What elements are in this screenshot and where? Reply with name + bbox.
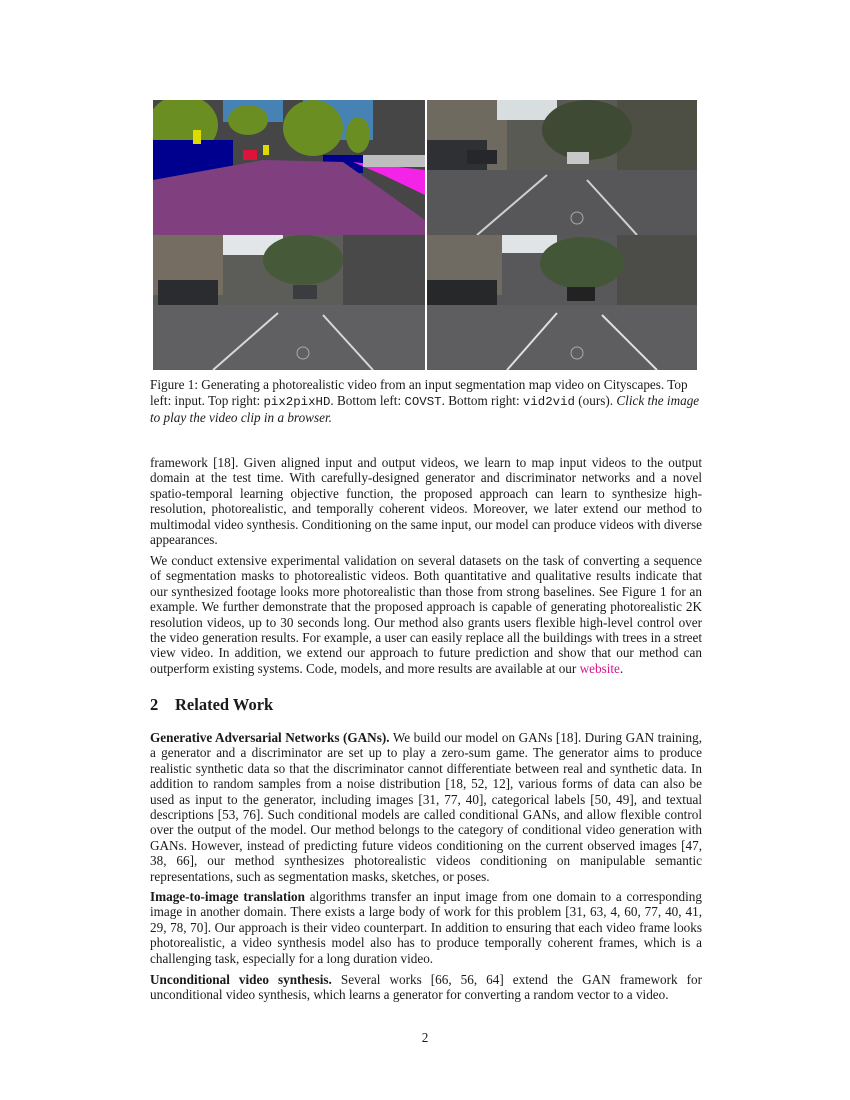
figure-1[interactable] bbox=[153, 100, 697, 370]
page-number: 2 bbox=[421, 1030, 429, 1045]
vid2vid-output-image bbox=[427, 235, 697, 370]
figure-divider bbox=[425, 100, 427, 370]
uvs-paragraph bbox=[150, 972, 702, 1003]
caption-text-1: Generating a photorealistic video from an input segmentation map video on Cityscapes. Top left: input. Top right: bbox=[150, 377, 688, 408]
caption-italic: Click the image to play the video clip in a browser. bbox=[150, 393, 700, 425]
i2i-text: algorithms transfer an input image from one domain to a corresponding image in another domain. There exists a large body of work for this problem [31, 63, 4, 60, 77, 40, 41, 29, 78, 70]. Our approach is their video counterpart. In addition to ensuring that each video frame looks photorealistic, a video synthesis model also has to produce temporally coherent frames, which is a challenging task, especially for a long duration video. bbox=[150, 889, 702, 966]
segmentation-input-image bbox=[153, 100, 425, 235]
i2i-paragraph bbox=[150, 889, 702, 966]
caption-text-2: . Bottom left: bbox=[330, 393, 405, 408]
section-heading bbox=[150, 695, 273, 715]
section-number: 2 bbox=[150, 695, 159, 714]
paragraph-1: framework [18]. Given aligned input and output videos, we learn to map input videos to the output domain at the test time. With carefully-designed generator and discriminator networks and a novel spatio-temporal learning objective function, the proposed approach can learn to synthesize high-resolution, photorealistic, and temporally coherent videos. Moreover, we later extend our method to multimodal video synthesis. Conditioning on the same input, our model can produce videos with diverse appearances. bbox=[150, 455, 702, 548]
paragraph-2 bbox=[150, 553, 702, 676]
figure-caption bbox=[150, 377, 702, 426]
gan-text: We build our model on GANs [18]. During GAN training, a generator and a discriminator are set up to play a zero-sum game. The generator aims to produce realistic synthetic data so that the discriminator cannot differentiate between real and synthetic data. In addition to random samples from a noise distribution [18, 52, 12], various forms of data can also be used as input to the generator, including images [31, 77, 40], categorical labels [50, 49], and textual descriptions [53, 76]. Such conditional models are called conditional GANs, and allow flexible control over the output of the model. Our method belongs to the category of conditional video generation with GANs. However, instead of predicting future videos conditioning on the current observed images [47, 38, 66], our method synthesizes photorealistic videos conditioning on manipulable semantic representations, such as segmentation masks, sketches, or poses. bbox=[150, 730, 702, 884]
code-covst: COVST bbox=[404, 395, 442, 409]
caption-text-3: . Bottom right: bbox=[441, 393, 523, 408]
caption-label: Figure 1: bbox=[150, 377, 198, 392]
website-link[interactable]: website bbox=[579, 660, 620, 676]
gan-paragraph bbox=[150, 730, 702, 884]
paragraph-2-end: . bbox=[619, 660, 624, 676]
i2i-title: Image-to-image translation bbox=[150, 889, 305, 904]
code-vid2vid: vid2vid bbox=[522, 395, 575, 409]
section-title: Related Work bbox=[175, 695, 274, 714]
uvs-text: Several works [66, 56, 64] extend the GAN framework for unconditional video synthesis, which learns a generator for converting a random vector to a video. bbox=[150, 972, 702, 1003]
covst-output-image bbox=[153, 235, 425, 370]
paragraph-2-text: We conduct extensive experimental validation on several datasets on the task of converting a sequence of segmentation masks to photorealistic videos. Both quantitative and qualitative results indicate that our synthesized footage looks more photorealistic than those from strong baselines. See Figure 1 for an example. We further demonstrate that the proposed approach is capable of generating photorealistic 2K resolution videos, up to 30 seconds long. Our method also grants users flexible high-level control over the video generation results. For example, a user can easily replace all the buildings with trees in a street view video. In addition, we extend our approach to future prediction and show that our method can outperform existing systems. Code, models, and more results are available at our bbox=[150, 553, 702, 676]
uvs-title: Unconditional video synthesis. bbox=[150, 972, 332, 987]
caption-text-4: (ours). bbox=[574, 393, 617, 408]
pix2pixhd-output-image bbox=[427, 100, 697, 235]
gan-title: Generative Adversarial Networks (GANs). bbox=[150, 730, 390, 745]
code-pix2pixhd: pix2pixHD bbox=[263, 395, 331, 409]
